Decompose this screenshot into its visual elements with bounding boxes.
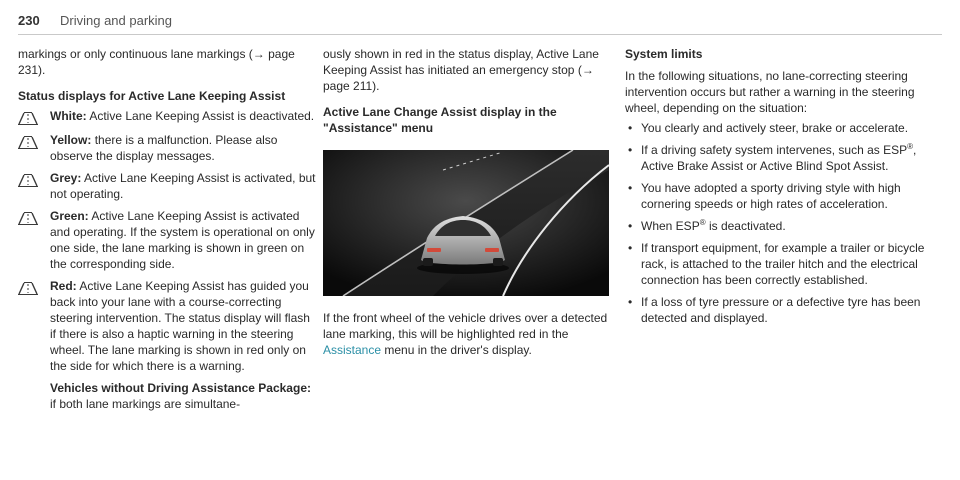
vehicles-without-package-body: if both lane markings are simultane- bbox=[50, 397, 241, 411]
status-item-text bbox=[50, 132, 318, 164]
list-item bbox=[625, 142, 925, 174]
status-item-text bbox=[50, 208, 318, 272]
status-item-text bbox=[50, 278, 318, 374]
lane-keeping-icon bbox=[18, 170, 38, 202]
status-item bbox=[18, 208, 318, 272]
list-item-text: If transport equipment, for example a trailer or bicycle rack, is attached to the trailer hitch and the electrical connection has been correctly established. bbox=[641, 241, 925, 287]
system-limits-list bbox=[625, 120, 925, 326]
list-item-text: When ESP bbox=[641, 219, 700, 233]
bullet-icon: • bbox=[628, 219, 633, 233]
section-title: Driving and parking bbox=[60, 13, 173, 28]
status-item-label: White: bbox=[50, 109, 87, 123]
column-right bbox=[625, 46, 925, 326]
bullet-icon: • bbox=[628, 143, 633, 157]
bullet-icon: • bbox=[628, 241, 633, 255]
list-item bbox=[625, 240, 925, 288]
driver-display-image bbox=[323, 150, 609, 296]
status-item-label: Red: bbox=[50, 279, 77, 293]
status-item-desc: there is a malfunction. Please also observe the display messages. bbox=[50, 133, 278, 163]
status-displays-heading: Status displays for Active Lane Keeping Assist bbox=[18, 89, 286, 103]
list-item bbox=[625, 180, 925, 212]
status-item-desc: Active Lane Keeping Assist is activated, but not operating. bbox=[50, 171, 316, 201]
page-number: 230 bbox=[18, 13, 40, 28]
list-item-text-post: is deactivated. bbox=[705, 219, 786, 233]
status-item-label: Yellow: bbox=[50, 133, 92, 147]
column-middle bbox=[323, 46, 613, 358]
bullet-icon: • bbox=[628, 121, 633, 135]
list-item bbox=[625, 218, 925, 234]
continued-text: ously shown in red in the status display, Active Lane Keeping Assist has initiated an emergency stop (→ page 211). bbox=[323, 47, 599, 93]
status-item-desc: Active Lane Keeping Assist is activated and operating. If the system is operational on only one side, the lane marking is shown in green on the corresponding side. bbox=[50, 209, 315, 271]
list-item-text: If a driving safety system intervenes, such as ESP bbox=[641, 143, 908, 157]
caption-pre: If the front wheel of the vehicle drives over a detected lane marking, this will be highlighted red in the bbox=[323, 311, 608, 341]
status-item bbox=[18, 170, 318, 202]
lane-keeping-off-icon bbox=[18, 108, 38, 126]
status-item-text bbox=[50, 170, 318, 202]
system-limits-intro: In the following situations, no lane-correcting steering intervention occurs but rather a warning in the steering wheel, depending on the situation: bbox=[625, 69, 915, 115]
list-item bbox=[625, 294, 925, 326]
lane-keeping-off-icon bbox=[18, 132, 38, 164]
system-limits-heading: System limits bbox=[625, 47, 703, 61]
bullet-icon: • bbox=[628, 181, 633, 195]
registered-mark: ® bbox=[699, 218, 706, 227]
registered-mark: ® bbox=[907, 142, 914, 151]
assistance-menu-link[interactable]: Assistance bbox=[323, 343, 382, 357]
vehicles-without-package-label: Vehicles without Driving Assistance Package: bbox=[50, 381, 311, 395]
vehicles-without-package-text bbox=[18, 380, 318, 412]
status-item-text bbox=[50, 108, 318, 126]
status-item-desc: Active Lane Keeping Assist has guided you back into your lane with a course-correcting steering intervention. The status display will flash if there is also a haptic warning in the steering wheel. The lane marking is shown in red only on the side for which there is a warning. bbox=[50, 279, 310, 373]
status-item-desc: Active Lane Keeping Assist is deactivated. bbox=[89, 109, 315, 123]
lane-keeping-icon bbox=[18, 208, 38, 272]
caption-post: menu in the driver's display. bbox=[384, 343, 532, 357]
list-item-text-post: , Active Brake Assist or Active Blind Spot Assist. bbox=[641, 143, 917, 173]
caption-text bbox=[323, 310, 613, 358]
status-item bbox=[18, 108, 318, 126]
list-item-text: If a loss of tyre pressure or a defective tyre has been detected and displayed. bbox=[641, 295, 921, 325]
status-list bbox=[18, 108, 318, 374]
list-item bbox=[625, 120, 925, 136]
bullet-icon: • bbox=[628, 295, 633, 309]
list-item-text: You have adopted a sporty driving style with high cornering speeds or high rates of acceleration. bbox=[641, 181, 901, 211]
list-item-text: You clearly and actively steer, brake or accelerate. bbox=[641, 121, 909, 135]
status-item-label: Green: bbox=[50, 209, 89, 223]
intro-text: markings or only continuous lane markings (→ page 231). bbox=[18, 47, 295, 77]
status-item bbox=[18, 278, 318, 374]
lane-change-heading: Active Lane Change Assist display in the "Assistance" menu bbox=[323, 105, 557, 135]
page-header bbox=[18, 10, 942, 35]
status-item-label: Grey: bbox=[50, 171, 82, 185]
status-item bbox=[18, 132, 318, 164]
column-left bbox=[18, 46, 318, 412]
car-on-road-illustration bbox=[323, 150, 609, 296]
lane-keeping-icon bbox=[18, 278, 38, 374]
